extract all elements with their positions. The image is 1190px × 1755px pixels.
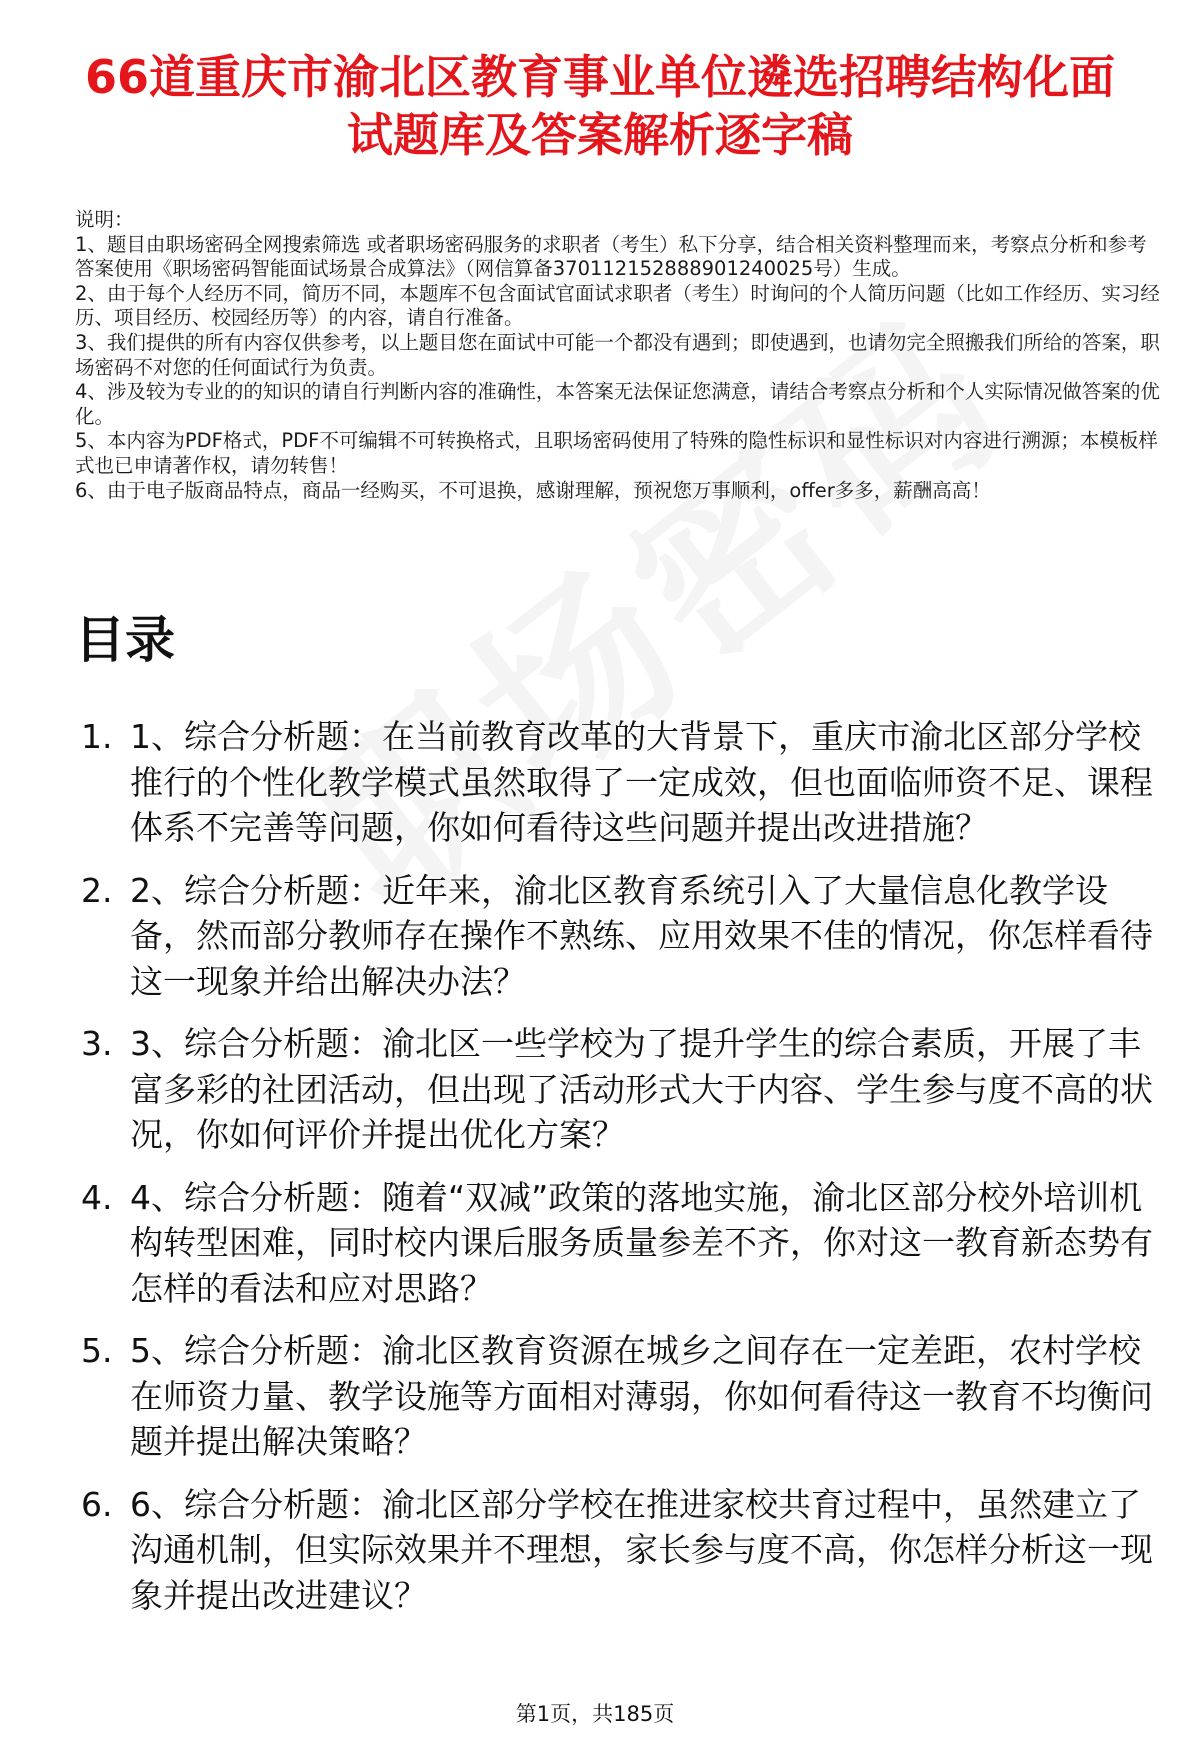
toc-item-text: 1、综合分析题：在当前教育改革的大背景下，重庆市渝北区部分学校推行的个性化教学模式虽然取得了一定成效，但也面临师资不足、课程体系不完善等问题，你如何看待这些问题并提出改进措施？	[130, 717, 1153, 847]
note-item: 3、我们提供的所有内容仅供参考，以上题目您在面试中可能一个都没有遇到；即使遇到，也请勿完全照搬我们所给的答案，职场密码不对您的任何面试行为负责。	[75, 330, 1160, 379]
toc-item[interactable]	[75, 1482, 1165, 1619]
toc-item-text: 6、综合分析题：渝北区部分学校在推进家校共育过程中，虽然建立了沟通机制，但实际效果并不理想，家长参与度不高，你怎样分析这一现象并提出改进建议？	[130, 1484, 1153, 1615]
table-of-contents	[75, 714, 1165, 1635]
document-title: 66道重庆市渝北区教育事业单位遴选招聘结构化面试题库及答案解析逐字稿	[84, 50, 1115, 162]
toc-item-number: 6.	[81, 1484, 113, 1524]
toc-item[interactable]	[75, 1328, 1165, 1465]
toc-item-text: 3、综合分析题：渝北区一些学校为了提升学生的综合素质，开展了丰富多彩的社团活动，但出现了活动形式大于内容、学生参与度不高的状况，你如何评价并提出优化方案？	[130, 1024, 1153, 1154]
notes-section	[75, 208, 1165, 503]
toc-item-number: 1.	[81, 717, 113, 756]
toc-item[interactable]	[75, 1175, 1165, 1312]
toc-item-text: 5、综合分析题：渝北区教育资源在城乡之间存在一定差距，农村学校在师资力量、教学设施等方面相对薄弱，你如何看待这一教育不均衡问题并提出解决策略？	[130, 1331, 1153, 1461]
toc-item-text: 4、综合分析题：随着“双减”政策的落地实施，渝北区部分校外培训机构转型困难，同时校内课后服务质量参差不齐，你对这一教育新态势有怎样的看法和应对思路？	[130, 1177, 1153, 1308]
toc-item[interactable]	[75, 714, 1165, 851]
toc-item-number: 4.	[81, 1177, 113, 1217]
note-item: 1、题目由职场密码全网搜索筛选 或者职场密码服务的求职者（考生）私下分享，结合相关资料整理而来，考察点分析和参考答案使用《职场密码智能面试场景合成算法》（网信算备370112152888901240025号）生成。	[75, 232, 1147, 281]
toc-item[interactable]	[75, 868, 1165, 1005]
toc-item-text: 2、综合分析题：近年来，渝北区教育系统引入了大量信息化教学设备，然而部分教师存在操作不熟练、应用效果不佳的情况，你怎样看待这一现象并给出解决办法？	[130, 870, 1153, 1001]
note-item: 4、涉及较为专业的的知识的请自行判断内容的准确性，本答案无法保证您满意，请结合考察点分析和个人实际情况做答案的优化。	[75, 380, 1160, 428]
toc-item-number: 3.	[81, 1024, 113, 1063]
toc-item[interactable]	[75, 1021, 1165, 1158]
notes-heading: 说明：	[75, 208, 134, 231]
toc-item-number: 2.	[81, 870, 113, 910]
toc-heading: 目录	[75, 611, 175, 669]
note-item: 2、由于每个人经历不同，简历不同，本题库不包含面试官面试求职者（考生）时询问的个人简历问题（比如工作经历、实习经历、项目经历、校园经历等）的内容，请自行准备。	[75, 281, 1160, 330]
note-item: 6、由于电子版商品特点，商品一经购买，不可退换，感谢理解，预祝您万事顺利，offer多多，薪酬高高！	[75, 478, 991, 502]
page-footer: 第1页，共185页	[515, 1702, 675, 1726]
toc-item-number: 5.	[81, 1331, 113, 1370]
note-item: 5、本内容为PDF格式，PDF不可编辑不可转换格式，且职场密码使用了特殊的隐性标识和显性标识对内容进行溯源；本模板样式也已申请著作权，请勿转售！	[75, 429, 1158, 477]
